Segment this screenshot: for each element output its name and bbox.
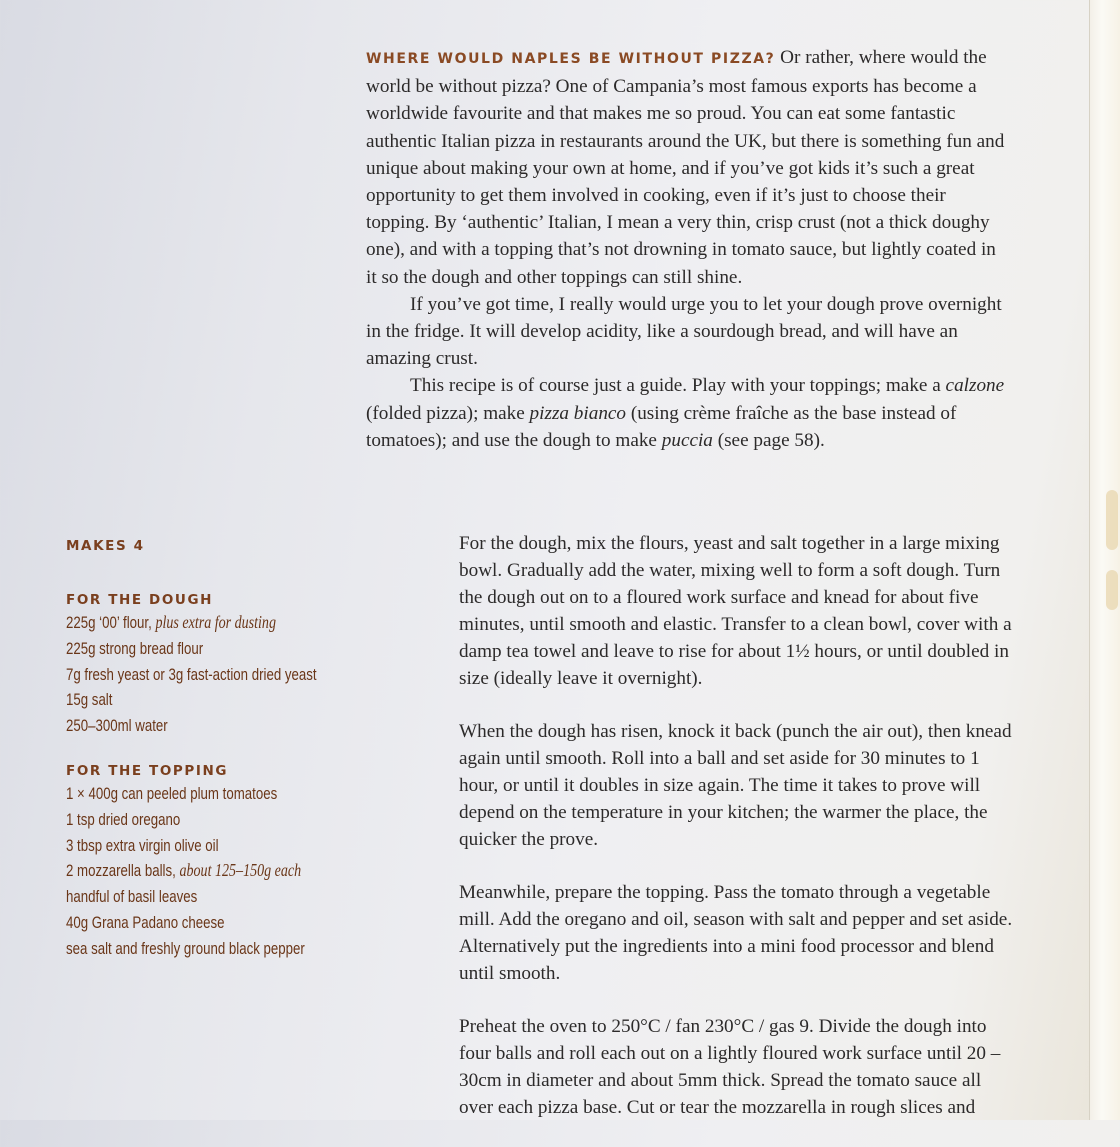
method-step-3: Meanwhile, prepare the topping. Pass the tomato through a vegetable mill. Add the oregano and oil, season with salt and pepper and set aside. Alternatively put the ingredients into a mini food processor and blend until smooth. bbox=[459, 882, 1013, 984]
page-stain bbox=[1106, 570, 1118, 610]
intro-p3-text: (folded pizza); make bbox=[366, 402, 530, 424]
ingredient-item: 7g fresh yeast or 3g fast-action dried yeast bbox=[66, 664, 317, 684]
topping-heading: FOR THE TOPPING bbox=[66, 762, 229, 779]
ingredient-item: 40g Grana Padano cheese bbox=[66, 912, 225, 932]
ingredient-item: 250–300ml water bbox=[66, 716, 168, 736]
intro-p3-text: This recipe is of course just a guide. Play with your toppings; make a bbox=[410, 375, 946, 397]
intro-text bbox=[366, 44, 1006, 454]
intro-paragraph bbox=[366, 44, 1006, 291]
topping-ingredients-list bbox=[66, 781, 366, 962]
intro-p3-text: (using crème fraîche as the base instead of tomatoes); and use the dough to make bbox=[366, 402, 957, 451]
makes-label: MAKES 4 bbox=[66, 538, 145, 554]
intro-paragraph-1-text: Or rather, where would the world be without pizza? One of Campania’s most famous exports has become a worldwide favourite and that makes me so proud. You can eat some fantastic authentic Italian pizza in restaurants around the UK, but there is something fun and unique about making your own at home, and if you’ve got kids it’s such a great opportunity to get them involved in cooking, even if it’s just to choose their topping. By ‘authentic’ Italian, I mean a very thin, crisp crust (not a thick doughy one), and with a topping that’s not drowning in tomato sauce, but lightly coated in it so the dough and other toppings can still shine. bbox=[366, 47, 1005, 288]
method-text bbox=[459, 530, 1019, 1147]
ingredient-item: 15g salt bbox=[66, 690, 113, 710]
page-edge bbox=[1089, 0, 1120, 1120]
ingredient-item: 1 × 400g can peeled plum tomatoes bbox=[66, 783, 278, 803]
ingredient-item: 3 tbsp extra virgin olive oil bbox=[66, 835, 219, 855]
ingredient-item: 1 tsp dried oregano bbox=[66, 809, 181, 829]
spacer bbox=[66, 739, 366, 763]
intro-lead-heading: WHERE WOULD NAPLES BE WITHOUT PIZZA? bbox=[366, 51, 776, 67]
method-step-2: When the dough has risen, knock it back (punch the air out), then knead again until smooth. Roll into a ball and set aside for 30 minutes to 1 hour, or until it doubles in size again. The time it takes to prove will depend on the temperature in your kitchen; the warmer the place, the quicker the prove. bbox=[459, 721, 1012, 850]
ingredient-item: 2 mozzarella balls, about 125–150g each bbox=[66, 860, 302, 881]
intro-p3-text: (see page 58). bbox=[712, 429, 825, 451]
intro-p3-italic-pizza-bianco: pizza bianco bbox=[529, 402, 627, 424]
ingredient-item: sea salt and freshly ground black pepper bbox=[66, 938, 305, 958]
intro-p3-italic-puccia: puccia bbox=[661, 429, 713, 451]
ingredients-sidebar bbox=[66, 538, 366, 962]
method-step-4: Preheat the oven to 250°C / fan 230°C / gas 9. Divide the dough into four balls and roll each out on a lightly floured work surface until 20 – 30cm in diameter and about 5mm thick. Spread the tomato sauce all over each pizza base. Cut or tear the mozzarella in rough slices and bbox=[459, 1016, 1001, 1118]
ingredient-item: handful of basil leaves bbox=[66, 887, 198, 907]
dough-ingredients-list bbox=[66, 610, 366, 739]
intro-paragraph-2: If you’ve got time, I really would urge you to let your dough prove overnight in the fridge. It will develop acidity, like a sourdough bread, and will have an amazing crust. bbox=[366, 293, 1002, 370]
ingredient-item: 225g ‘00’ flour, plus extra for dusting bbox=[66, 612, 276, 632]
intro-p3-italic-calzone: calzone bbox=[945, 375, 1005, 397]
dough-heading: FOR THE DOUGH bbox=[66, 592, 214, 608]
intro-paragraph-3 bbox=[366, 372, 1006, 454]
page-stain bbox=[1106, 490, 1118, 550]
method-step-1: For the dough, mix the flours, yeast and salt together in a large mixing bowl. Gradually add the water, mixing well to form a soft dough. Turn the dough out on to a floured work surface and knead for about five minutes, until smooth and elastic. Transfer to a clean bowl, cover with a damp tea towel and leave to rise for about 1½ hours, or until doubled in size (ideally leave it overnight). bbox=[459, 533, 1012, 689]
ingredient-item: 225g strong bread flour bbox=[66, 638, 204, 658]
